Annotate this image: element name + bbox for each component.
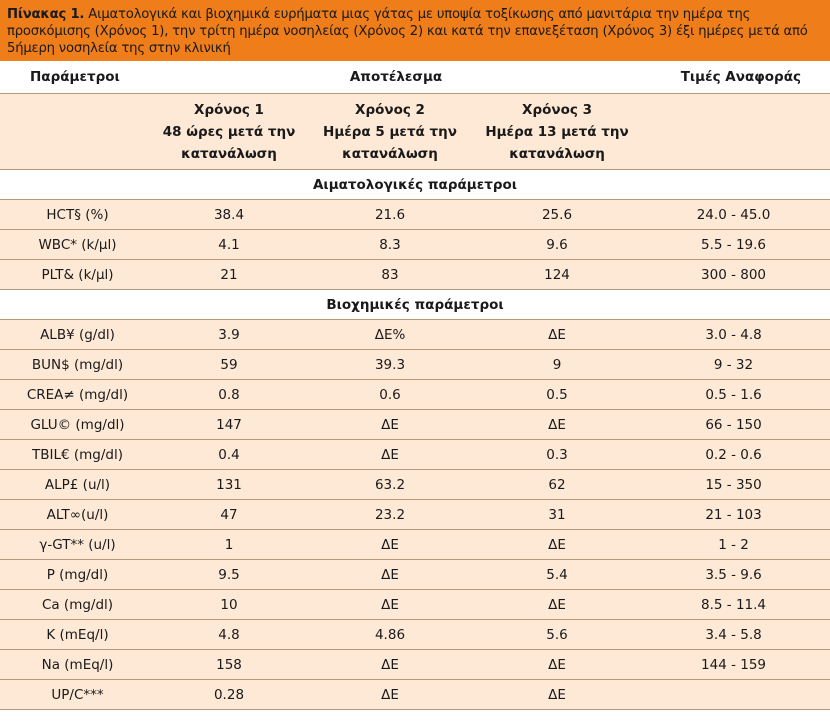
cell-t1: 4.8 [155, 620, 303, 650]
caption-label: Πίνακας 1. [7, 7, 85, 22]
cell-param: P (mg/dl) [0, 560, 155, 590]
cell-ref: 3.0 - 4.8 [637, 320, 830, 350]
cell-ref: 300 - 800 [637, 260, 830, 290]
cell-t2: ΔΕ [303, 440, 477, 470]
cell-ref: 3.4 - 5.8 [637, 620, 830, 650]
section-row [0, 290, 830, 320]
cell-t3: 9 [477, 350, 637, 380]
header-empty [0, 94, 155, 170]
time-1-title: Χρόνος 1 [194, 101, 264, 118]
cell-ref: 66 - 150 [637, 410, 830, 440]
table-row [0, 260, 830, 290]
header-time-1 [155, 94, 303, 170]
cell-t1: 47 [155, 500, 303, 530]
cell-t3: 9.6 [477, 230, 637, 260]
cell-t2: ΔΕ [303, 590, 477, 620]
section-title: Αιματολογικές παράμετροι [0, 170, 830, 200]
table-row [0, 350, 830, 380]
cell-t1: 147 [155, 410, 303, 440]
table-row [0, 680, 830, 710]
cell-t3: 62 [477, 470, 637, 500]
cell-ref [637, 680, 830, 710]
cell-ref: 0.2 - 0.6 [637, 440, 830, 470]
table-row [0, 620, 830, 650]
cell-param: PLT& (k/μl) [0, 260, 155, 290]
cell-t2: 8.3 [303, 230, 477, 260]
cell-ref: 15 - 350 [637, 470, 830, 500]
time-2-desc: Ημέρα 5 μετά την κατανάλωση [323, 123, 457, 162]
cell-t2: ΔΕ% [303, 320, 477, 350]
cell-ref: 144 - 159 [637, 650, 830, 680]
cell-t2: 21.6 [303, 200, 477, 230]
cell-t2: 0.6 [303, 380, 477, 410]
cell-param: TBIL€ (mg/dl) [0, 440, 155, 470]
cell-t1: 131 [155, 470, 303, 500]
cell-t2: ΔΕ [303, 650, 477, 680]
cell-t1: 0.28 [155, 680, 303, 710]
cell-t3: ΔΕ [477, 650, 637, 680]
timepoint-header-row [0, 94, 830, 170]
cell-t3: 124 [477, 260, 637, 290]
cell-param: ALB¥ (g/dl) [0, 320, 155, 350]
cell-ref: 21 - 103 [637, 500, 830, 530]
cell-t3: 25.6 [477, 200, 637, 230]
cell-t1: 1 [155, 530, 303, 560]
cell-t3: 5.6 [477, 620, 637, 650]
cell-t1: 0.8 [155, 380, 303, 410]
cell-t3: ΔΕ [477, 680, 637, 710]
cell-ref: 24.0 - 45.0 [637, 200, 830, 230]
table-row [0, 200, 830, 230]
cell-t1: 158 [155, 650, 303, 680]
cell-param: UP/C*** [0, 680, 155, 710]
cell-t3: ΔΕ [477, 320, 637, 350]
cell-param: K (mEq/l) [0, 620, 155, 650]
table-row [0, 500, 830, 530]
header-row [0, 61, 830, 94]
cell-param: γ-GT** (u/l) [0, 530, 155, 560]
time-2-title: Χρόνος 2 [355, 101, 425, 118]
section-row [0, 170, 830, 200]
table-row [0, 380, 830, 410]
cell-t1: 3.9 [155, 320, 303, 350]
cell-ref: 5.5 - 19.6 [637, 230, 830, 260]
cell-param: CREA≠ (mg/dl) [0, 380, 155, 410]
cell-param: BUN$ (mg/dl) [0, 350, 155, 380]
cell-param: GLU© (mg/dl) [0, 410, 155, 440]
cell-t2: 4.86 [303, 620, 477, 650]
cell-t3: 31 [477, 500, 637, 530]
cell-param: ALT∞(u/l) [0, 500, 155, 530]
cell-param: Ca (mg/dl) [0, 590, 155, 620]
header-empty-ref [637, 94, 830, 170]
header-result: Αποτέλεσμα [349, 69, 443, 85]
cell-t1: 4.1 [155, 230, 303, 260]
table-row [0, 320, 830, 350]
cell-ref: 0.5 - 1.6 [637, 380, 830, 410]
cell-t2: 63.2 [303, 470, 477, 500]
table-row [0, 410, 830, 440]
cell-ref: 3.5 - 9.6 [637, 560, 830, 590]
cell-t3: ΔΕ [477, 590, 637, 620]
table-row [0, 560, 830, 590]
cell-t2: 83 [303, 260, 477, 290]
table-row [0, 530, 830, 560]
cell-t2: ΔΕ [303, 530, 477, 560]
table-row [0, 650, 830, 680]
cell-t2: ΔΕ [303, 560, 477, 590]
cell-ref: 9 - 32 [637, 350, 830, 380]
table-row [0, 590, 830, 620]
cell-t2: ΔΕ [303, 410, 477, 440]
cell-t3: 5.4 [477, 560, 637, 590]
table-caption [0, 0, 830, 61]
cell-t3: 0.5 [477, 380, 637, 410]
time-1-desc: 48 ώρες μετά την κατανάλωση [162, 123, 296, 162]
table-row [0, 230, 830, 260]
cell-t1: 9.5 [155, 560, 303, 590]
table-row [0, 440, 830, 470]
cell-param: WBC* (k/μl) [0, 230, 155, 260]
cell-param: ALP£ (u/l) [0, 470, 155, 500]
table-body [0, 170, 830, 710]
caption-text: Αιματολογικά και βιοχημικά ευρήματα μιας γάτας με υποψία τοξίκωσης από μανιτάρια την ημέρα της προσκόμισης (Χρόνος 1), την τρίτη ημέρα νοσηλείας (Χρόνος 2) και κατά την επανεξέταση (Χρόνος 3) έξι ημέρες μετά από 5ήμερη νοσηλεία της στην κλινική [7, 7, 808, 56]
table-row [0, 470, 830, 500]
header-reference: Τιμές Αναφοράς [680, 69, 802, 85]
cell-t1: 0.4 [155, 440, 303, 470]
cell-ref: 8.5 - 11.4 [637, 590, 830, 620]
results-table [0, 61, 830, 710]
cell-t1: 10 [155, 590, 303, 620]
cell-t3: ΔΕ [477, 410, 637, 440]
cell-t2: 39.3 [303, 350, 477, 380]
cell-t3: ΔΕ [477, 530, 637, 560]
section-title: Βιοχημικές παράμετροι [0, 290, 830, 320]
time-3-desc: Ημέρα 13 μετά την κατανάλωση [485, 123, 629, 162]
header-time-2 [303, 94, 477, 170]
cell-t1: 38.4 [155, 200, 303, 230]
cell-t2: ΔΕ [303, 680, 477, 710]
cell-ref: 1 - 2 [637, 530, 830, 560]
cell-param: Na (mEq/l) [0, 650, 155, 680]
cell-t1: 21 [155, 260, 303, 290]
cell-t2: 23.2 [303, 500, 477, 530]
header-parameters: Παράμετροι [30, 69, 120, 85]
header-time-3 [477, 94, 637, 170]
cell-param: HCT§ (%) [0, 200, 155, 230]
cell-t3: 0.3 [477, 440, 637, 470]
time-3-title: Χρόνος 3 [522, 101, 592, 118]
cell-t1: 59 [155, 350, 303, 380]
